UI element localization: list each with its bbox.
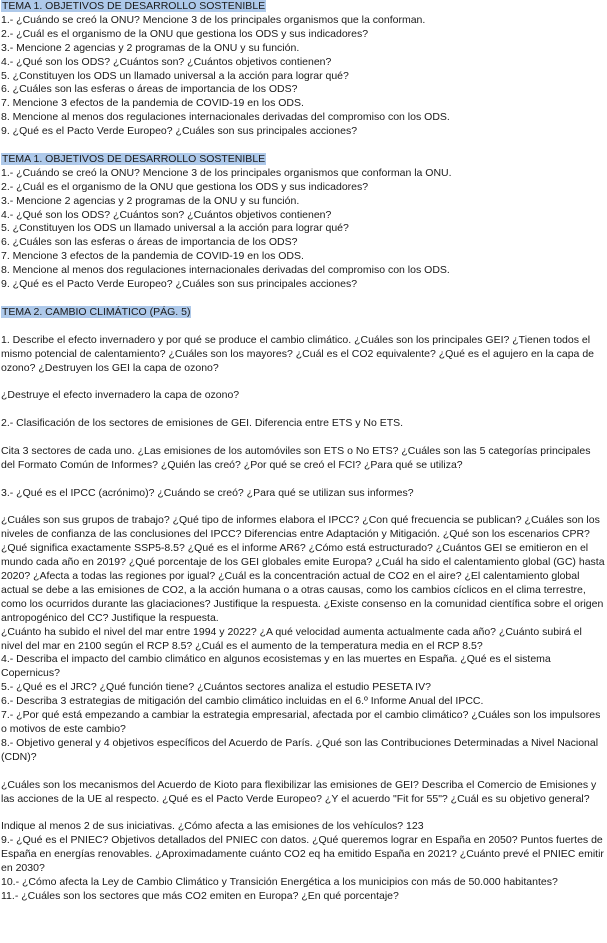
spacer — [1, 765, 605, 779]
question-paragraph: 4.- Describa el impacto del cambio climático en algunos ecosistemas y en las muertes en España. ¿Qué es el sistema Copernicus? — [1, 653, 551, 680]
question-item: 5. ¿Constituyen los ODS un llamado universal a la acción para lograr qué? — [1, 222, 349, 235]
spacer — [1, 806, 605, 820]
question-item: 8. Mencione al menos dos regulaciones internacionales derivadas del compromiso con los ODS. — [1, 111, 450, 124]
spacer — [1, 473, 605, 487]
section-heading: TEMA 2. CAMBIO CLIMÁTICO (PÁG. 5) — [2, 305, 191, 318]
question-paragraph: ¿Cuánto ha subido el nivel del mar entre 1994 y 2022? ¿A qué velocidad aumenta actualmente cada año? ¿Cuánto subirá el nivel del mar en 2100 según el RCP 8.5? ¿Cuál es el aumento de la temperatura media en el RCP 8.5? — [1, 625, 582, 652]
question-item: 6. ¿Cuáles son las esferas o áreas de importancia de los ODS? — [1, 236, 298, 249]
question-paragraph: ¿Cuáles son los mecanismos del Acuerdo de Kioto para flexibilizar las emisiones de GEI? Describa el Comercio de Emisiones y las acciones de la UE al respecto. ¿Qué es el Pacto Verde Europeo? ¿Y el acuerdo "Fit for 55"? ¿Cuál es su objetivo general? — [1, 778, 597, 805]
spacer — [1, 403, 605, 417]
question-item: 8. Mencione al menos dos regulaciones internacionales derivadas del compromiso con los ODS. — [1, 264, 450, 277]
question-item: 9. ¿Qué es el Pacto Verde Europeo? ¿Cuáles son sus principales acciones? — [1, 125, 358, 138]
spacer — [1, 431, 605, 445]
question-paragraph: 7.- ¿Por qué está empezando a cambiar la estrategia empresarial, afectada por el cambio climático? ¿Cuáles son los impulsores o motivos de este cambio? — [1, 709, 601, 735]
question-paragraph: 10.- ¿Cómo afecta la Ley de Cambio Climático y Transición Energética a los municipios con más de 50.000 habitantes? — [1, 875, 558, 888]
question-item: 2.- ¿Cuál es el organismo de la ONU que gestiona los ODS y sus indicadores? — [1, 180, 369, 193]
question-paragraph: 5.- ¿Qué es el JRC? ¿Qué función tiene? ¿Cuántos sectores analiza el estudio PESETA IV? — [1, 681, 431, 694]
question-paragraph: 6.- Describa 3 estrategias de mitigación del cambio climático incluidas en el 6.º Informe Anual del IPCC. — [1, 695, 484, 708]
question-paragraph: 9.- ¿Qué es el PNIEC? Objetivos detallados del PNIEC con datos. ¿Qué queremos lograr en España en 2050? Puntos fuertes de España en energías renovables. ¿Aproximadamente cuánto CO2 eq ha emitido España en 2021? ¿Cuánto prevé el PNIEC emitir en 2030? — [1, 834, 604, 875]
question-item: 4.- ¿Qué son los ODS? ¿Cuántos son? ¿Cuántos objetivos contienen? — [1, 55, 332, 68]
section-tema2 — [1, 306, 605, 904]
question-paragraph: 11.- ¿Cuáles son los sectores que más CO2 emiten en Europa? ¿En qué porcentaje? — [1, 889, 399, 902]
spacer — [1, 320, 605, 334]
question-item: 3.- Mencione 2 agencias y 2 programas de la ONU y su función. — [1, 41, 300, 54]
question-item: 9. ¿Qué es el Pacto Verde Europeo? ¿Cuáles son sus principales acciones? — [1, 278, 358, 291]
question-item: 6. ¿Cuáles son las esferas o áreas de importancia de los ODS? — [1, 83, 298, 96]
question-paragraph: 2.- Clasificación de los sectores de emisiones de GEI. Diferencia entre ETS y No ETS. — [1, 417, 404, 430]
question-paragraph: Indique al menos 2 de sus iniciativas. ¿Cómo afecta a las emisiones de los vehículos? 123 — [1, 820, 424, 833]
section-heading: TEMA 1. OBJETIVOS DE DESARROLLO SOSTENIBLE — [2, 152, 266, 165]
question-paragraph: ¿Cuáles son sus grupos de trabajo? ¿Qué tipo de informes elabora el IPCC? ¿Con qué frecuencia se publican? ¿Cuáles son los niveles de confianza de las conclusiones del IPCC? Diferencias entre Adaptación y Mitigación. ¿Qué son los escenarios CPR? ¿Qué significa exactamente SSP5-8.5? ¿Qué es el informe AR6? ¿Cómo está estructurado? ¿Cuántos GEI se emitieron en el mundo cada año en 2019? ¿Qué porcentaje de los GEI globales emite Europa? ¿Cuál ha sido el calentamiento global (GC) hasta 2020? ¿Afecta a todas las regiones por igual? ¿Cuál es la concentración actual de CO2 en el aire? ¿El calentamiento global actual se debe a las emisiones de CO2, a la acción humana o a otras causas, como los cambios cíclicos en el clima terrestre, como los ocurridos durante las glaciaciones? Justifique la respuesta. ¿Existe consenso en la comunidad científica sobre el origen antropogénico del CC? Justifique la respuesta. — [1, 514, 605, 624]
section-heading: TEMA 1. OBJETIVOS DE DESARROLLO SOSTENIBLE — [2, 0, 266, 12]
question-paragraph: Cita 3 sectores de cada uno. ¿Las emisiones de los automóviles son ETS o No ETS? ¿Cuáles son las 5 categorías principales del Formato Común de Informes? ¿Quién las creó? ¿Por qué se creó el FCI? ¿Para qué se utiliza? — [1, 444, 591, 471]
question-item: 5. ¿Constituyen los ODS un llamado universal a la acción para lograr qué? — [1, 69, 349, 82]
question-item: 1.- ¿Cuándo se creó la ONU? Mencione 3 de los principales organismos que la conforman. — [1, 13, 426, 26]
question-item: 7. Mencione 3 efectos de la pandemia de COVID-19 en los ODS. — [1, 250, 304, 263]
section-tema1-first — [1, 0, 605, 139]
question-item: 2.- ¿Cuál es el organismo de la ONU que gestiona los ODS y sus indicadores? — [1, 27, 369, 40]
spacer — [1, 375, 605, 389]
question-paragraph: 8.- Objetivo general y 4 objetivos específicos del Acuerdo de París. ¿Qué son las Contribuciones Determinadas a Nivel Nacional (CDN)? — [1, 736, 599, 763]
section-tema1-second — [1, 153, 605, 292]
spacer — [1, 292, 605, 306]
spacer — [1, 501, 605, 515]
question-item: 3.- Mencione 2 agencias y 2 programas de la ONU y su función. — [1, 194, 300, 207]
spacer — [1, 139, 605, 153]
question-item: 4.- ¿Qué son los ODS? ¿Cuántos son? ¿Cuántos objetivos contienen? — [1, 208, 332, 221]
question-paragraph: 1. Describe el efecto invernadero y por qué se produce el cambio climático. ¿Cuáles son los principales GEI? ¿Tienen todos el mismo potencial de calentamiento? ¿Cuáles son los mayores? ¿Cuál es el CO2 equivalente? ¿Qué es el agujero en la capa de ozono? ¿Destruyen los GEI la capa de ozono? — [1, 333, 594, 374]
question-item: 7. Mencione 3 efectos de la pandemia de COVID-19 en los ODS. — [1, 97, 304, 110]
question-paragraph: ¿Destruye el efecto invernadero la capa de ozono? — [1, 389, 240, 402]
question-item: 1.- ¿Cuándo se creó la ONU? Mencione 3 de los principales organismos que conforman la ONU. — [1, 166, 452, 179]
question-paragraph: 3.- ¿Qué es el IPCC (acrónimo)? ¿Cuándo se creó? ¿Para qué se utilizan sus informes? — [1, 486, 414, 499]
